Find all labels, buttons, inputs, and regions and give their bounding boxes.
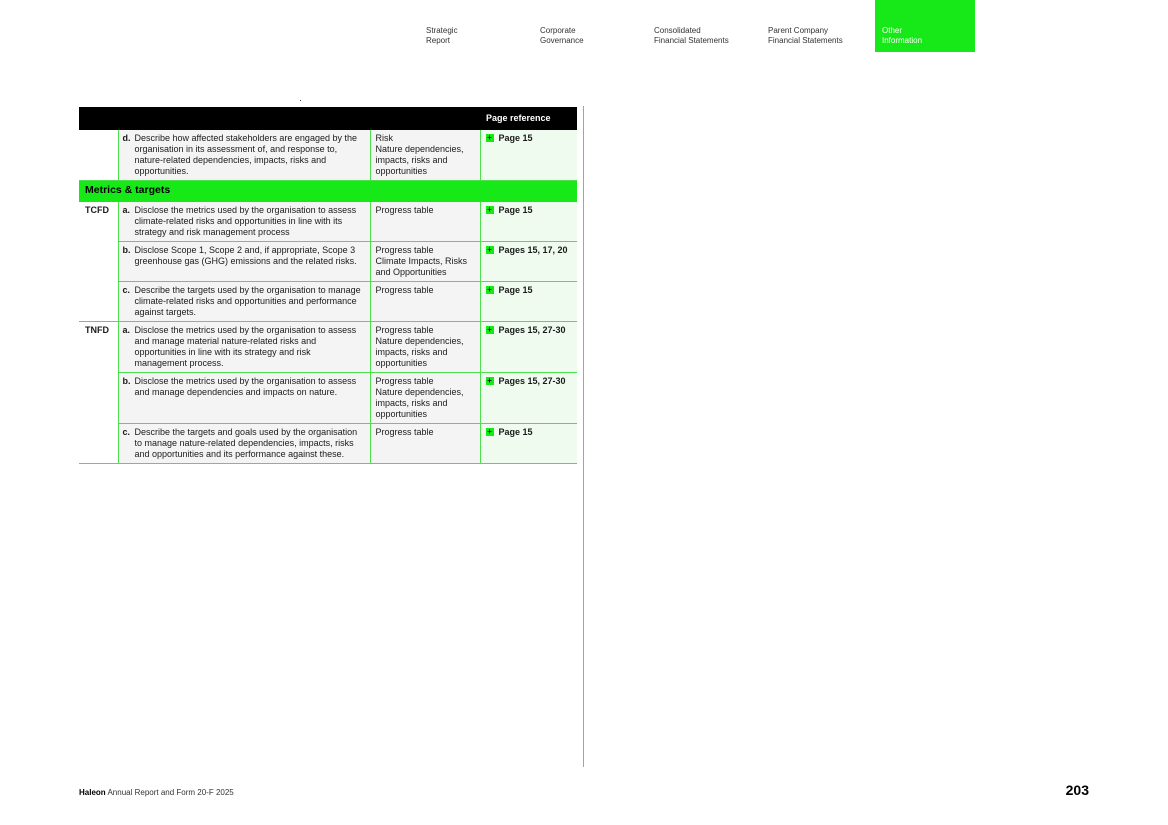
requirement-cell [118,130,370,181]
nav-label-line2: Report [426,36,451,45]
requirement-cell [118,282,370,322]
source-cell: Progress table Nature dependencies, impacts, risks and opportunities [370,373,480,424]
source-cell: Progress table [370,202,480,242]
table-row [79,202,577,242]
source-cell: Progress table [370,424,480,464]
page-reference-link[interactable]: Pages 15, 17, 20 [498,245,568,255]
framework-cell [79,130,118,181]
plus-icon: + [487,133,492,142]
framework-cell: TCFD [79,202,118,322]
requirement-letter: c. [122,285,131,295]
page-reference-link[interactable]: Page 15 [498,285,533,295]
table-row [79,130,577,181]
plus-icon: + [487,205,492,214]
requirement-letter: c. [122,427,131,437]
footer-title: Annual Report and Form 20-F 2025 [107,788,234,797]
page-reference-link[interactable]: Pages 15, 27-30 [498,376,566,386]
nav-consolidated-financial-statements[interactable] [647,0,761,52]
requirement-text: Describe how affected stakeholders are engaged by the organisation in its assessment of, and response to, nature-related dependencies, impacts, risks and opportunities. [134,133,357,176]
nav-other-information[interactable] [875,0,975,52]
disclosure-index-table [79,107,577,464]
section-title: Metrics & targets [79,181,577,203]
column-divider [583,106,584,767]
requirement-letter: b. [122,376,131,386]
page-reference-cell [480,424,577,464]
nav-label-line2: Financial Statements [768,36,843,45]
page-reference-cell [480,130,577,181]
requirement-text: Disclose the metrics used by the organisation to assess and manage dependencies and impacts on nature. [134,376,357,397]
nav-label-line1: Other [882,26,903,35]
plus-icon: + [487,427,492,436]
source-cell: Progress table Climate Impacts, Risks and Opportunities [370,242,480,282]
section-metrics-targets [79,181,577,203]
requirement-letter: d. [122,133,131,143]
requirement-letter: a. [122,325,131,335]
nav-label-line1: Consolidated [654,26,701,35]
requirement-text: Disclose Scope 1, Scope 2 and, if appropriate, Scope 3 greenhouse gas (GHG) emissions and the related risks. [134,245,357,266]
requirement-cell [118,373,370,424]
requirement-cell [118,242,370,282]
table-row [79,242,577,282]
table-header-row [79,107,577,130]
plus-icon: + [487,285,492,294]
header-blank [79,107,118,130]
page-reference-link[interactable]: Page 15 [498,205,533,215]
plus-icon: + [487,325,492,334]
source-cell: Progress table [370,282,480,322]
requirement-text: Describe the targets used by the organisation to manage climate-related risks and opportunities and performance against targets. [134,285,361,317]
requirement-text: Describe the targets and goals used by the organisation to manage nature-related dependencies, impacts, risks and opportunities and its performance against these. [134,427,358,459]
plus-icon: + [487,245,492,254]
source-cell: Risk Nature dependencies, impacts, risks and opportunities [370,130,480,181]
nav-corporate-governance[interactable] [533,0,647,52]
header-page-reference: Page reference [480,107,577,130]
header-blank [118,107,370,130]
page-reference-cell [480,242,577,282]
nav-label-line1: Strategic [426,26,458,35]
table-row [79,373,577,424]
footer [79,788,234,797]
requirement-text: Disclose the metrics used by the organisation to assess and manage material nature-related risks and opportunities in line with its strategy and risk management process. [134,325,357,368]
requirement-text: Disclose the metrics used by the organisation to assess climate-related risks and opportunities in line with its strategy and risk management process [134,205,357,237]
plus-icon: + [487,376,492,385]
header-blank [370,107,480,130]
nav-label-line1: Parent Company [768,26,829,35]
requirement-letter: a. [122,205,131,215]
page-reference-link[interactable]: Page 15 [498,133,533,143]
nav-label-line2: Financial Statements [654,36,729,45]
page-reference-link[interactable]: Page 15 [498,427,533,437]
table-body-top [79,130,577,181]
table-row [79,424,577,464]
page-reference-cell [480,322,577,373]
page-number: 203 [1065,782,1089,798]
requirement-cell [118,202,370,242]
nav-parent-company-financial-statements[interactable] [761,0,875,52]
nav-label-line1: Corporate [540,26,576,35]
nav-label-line2: Governance [540,36,584,45]
table-row [79,282,577,322]
nav-label-line2: Information [882,36,923,45]
framework-cell: TNFD [79,322,118,464]
nav-strategic-report[interactable] [419,0,533,52]
page-reference-cell [480,202,577,242]
page-reference-cell [480,282,577,322]
table-body-main [79,202,577,464]
section-header-row [79,181,577,203]
footer-brand: Haleon [79,788,106,797]
table-row [79,322,577,373]
source-cell: Progress table Nature dependencies, impacts, risks and opportunities [370,322,480,373]
top-navigation [419,0,975,52]
requirement-cell [118,322,370,373]
stray-dot [300,100,301,101]
page-reference-link[interactable]: Pages 15, 27-30 [498,325,566,335]
requirement-letter: b. [122,245,131,255]
page-reference-cell [480,373,577,424]
requirement-cell [118,424,370,464]
